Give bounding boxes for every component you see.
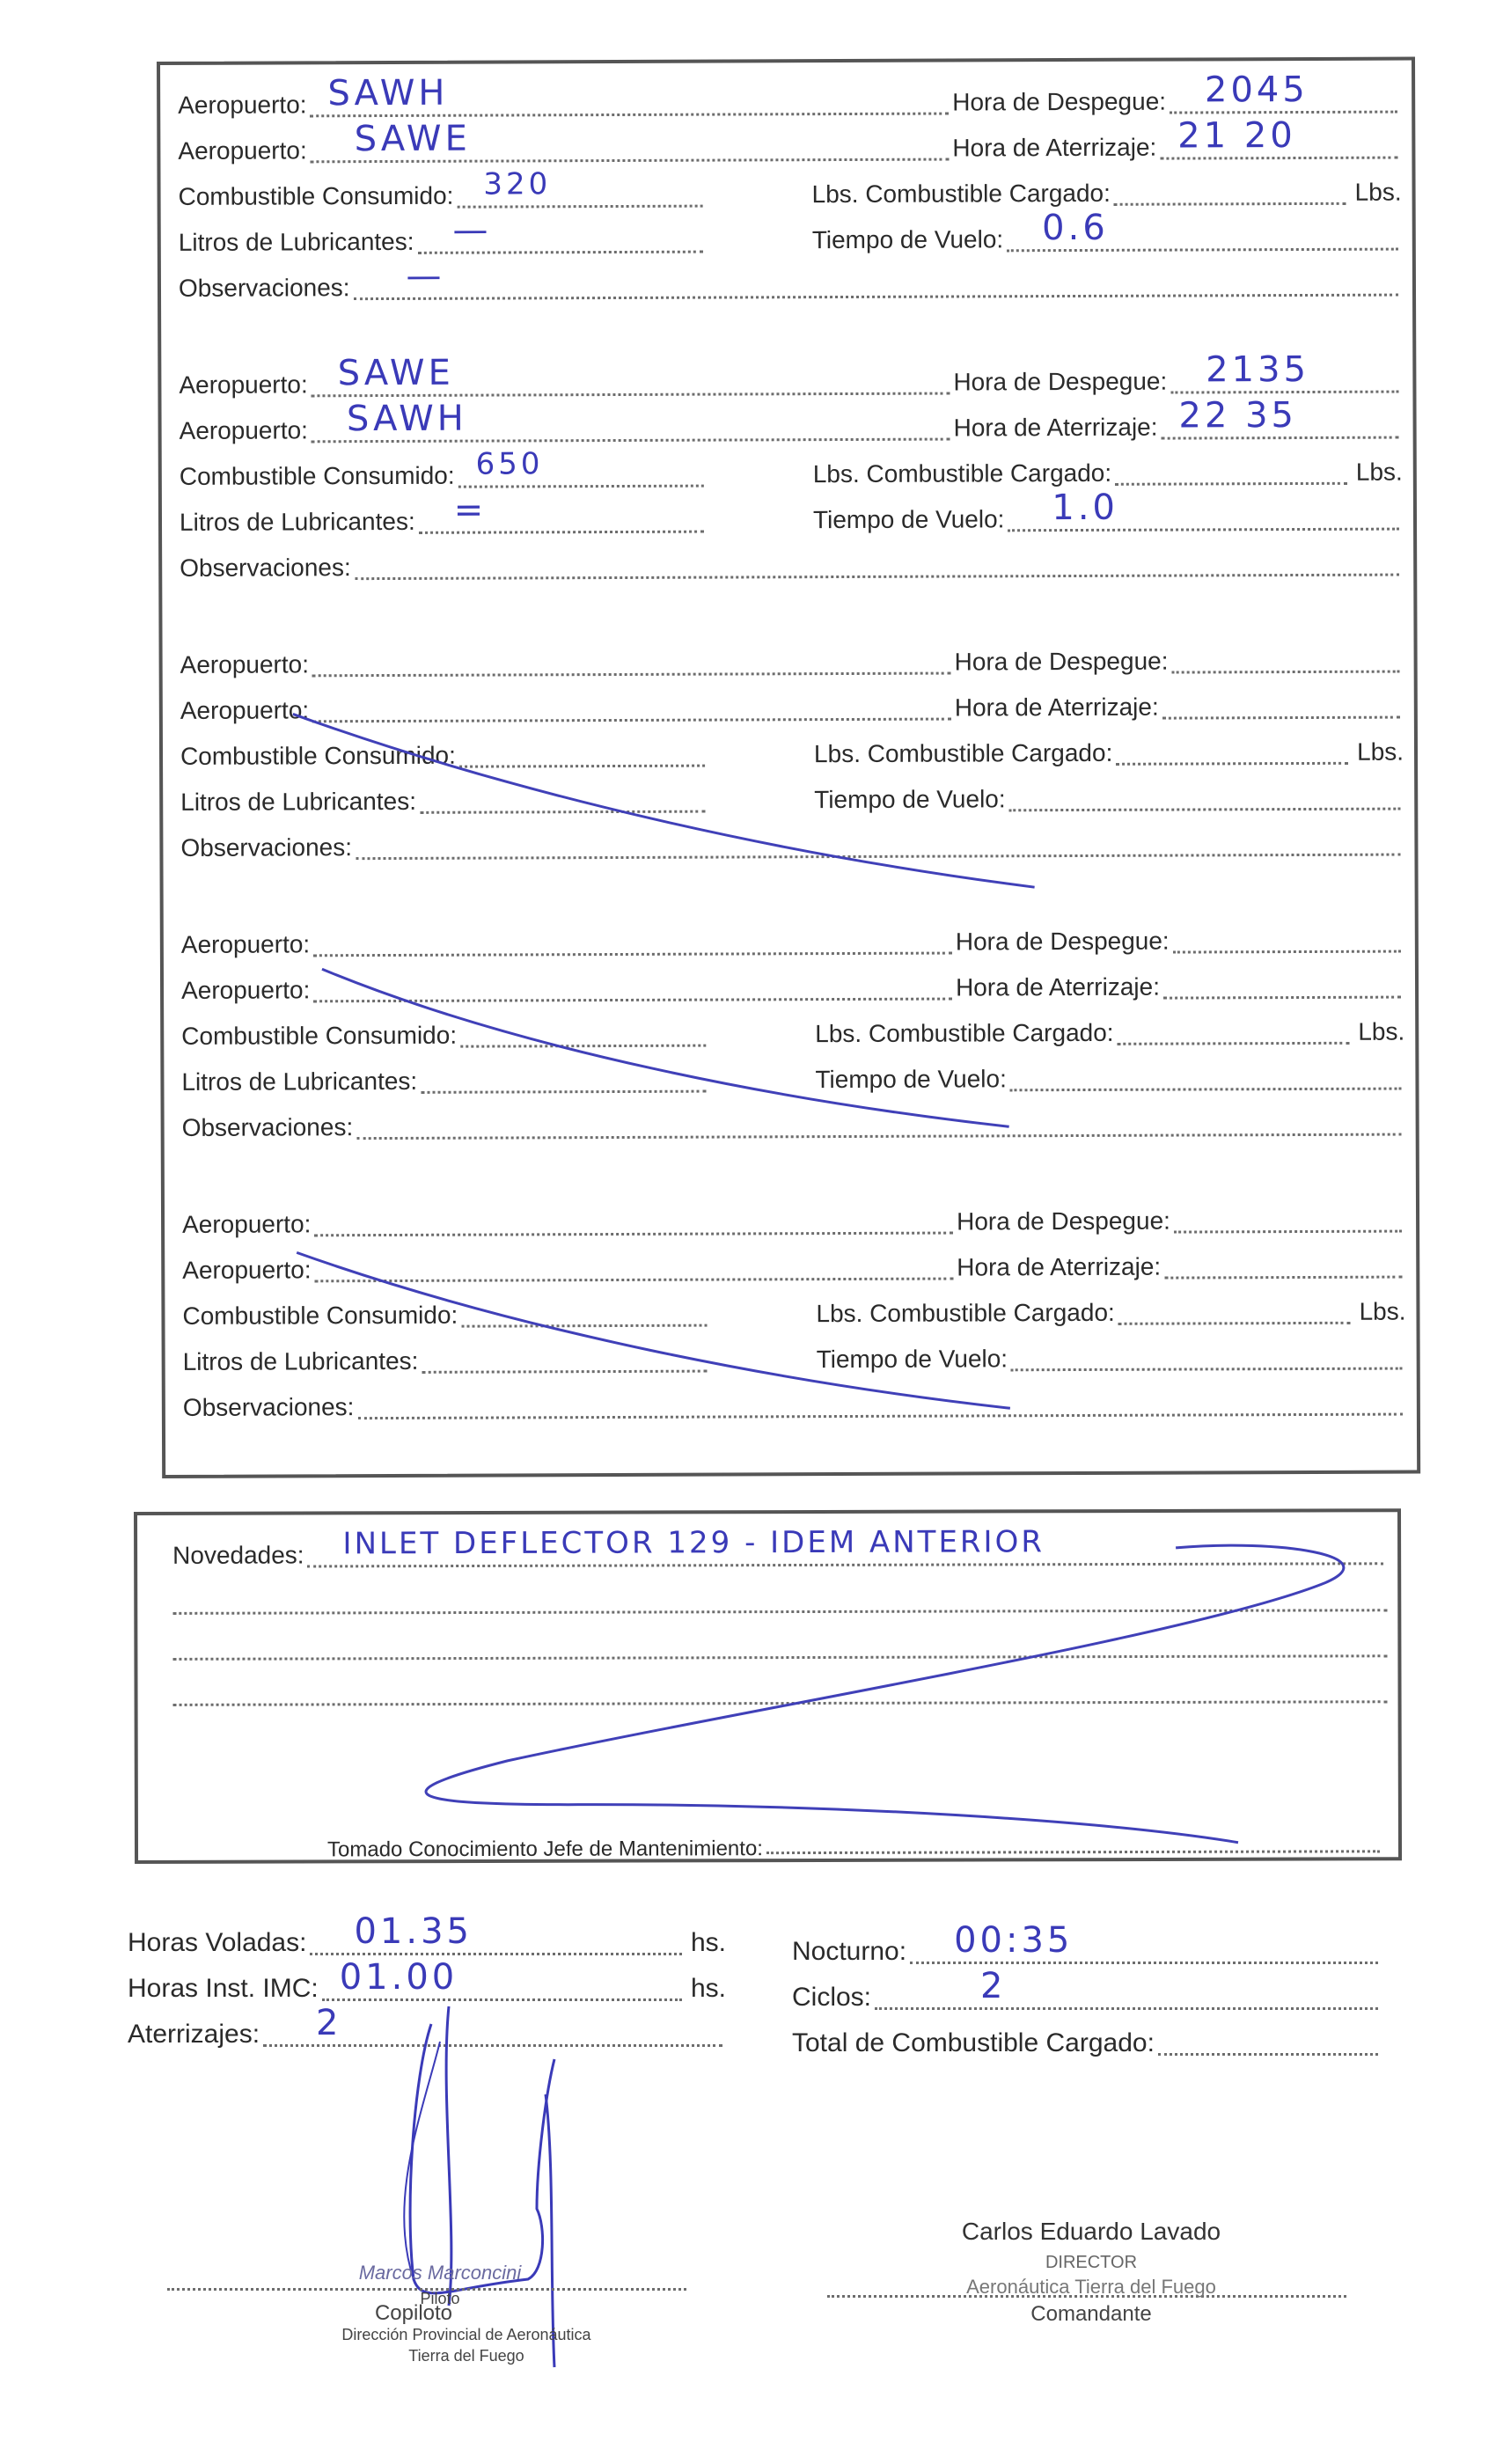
- cycles-field[interactable]: [875, 1966, 1378, 2010]
- maintenance-ack: [327, 1824, 1383, 1862]
- fuel-loaded-label: Lbs. Combustible Cargado:: [815, 1018, 1114, 1048]
- landings-value: 2: [316, 2003, 342, 2043]
- flight-time-value: 1.0: [1052, 487, 1119, 529]
- lubricants-label: Litros de Lubricantes:: [179, 507, 415, 536]
- lubricants-field[interactable]: [422, 1370, 707, 1374]
- night-label: Nocturno:: [792, 1937, 907, 1966]
- copilot-signature-area: [158, 1989, 722, 2376]
- director-org: Aeronáutica Tierra del Fuego: [966, 2276, 1216, 2298]
- fuel-consumed-field[interactable]: [461, 1324, 707, 1328]
- airport-to-field[interactable]: [313, 998, 952, 1003]
- fuel-loaded-label: Lbs. Combustible Cargado:: [816, 1298, 1115, 1328]
- observations-field[interactable]: [356, 1133, 1401, 1140]
- lbs-unit: Lbs.: [1358, 1017, 1405, 1045]
- airport-to-label: Aeropuerto:: [178, 136, 307, 165]
- flight-log-frame: [157, 57, 1420, 1478]
- airport-from-label: Aeropuerto:: [178, 91, 307, 119]
- commander-signature-area: [818, 2218, 1364, 2358]
- airport-from-field[interactable]: [313, 952, 952, 957]
- night-row: [792, 1920, 1382, 1973]
- lubricants-label: Litros de Lubricantes:: [178, 227, 414, 256]
- lubricants-value: —: [452, 209, 492, 251]
- fuel-consumed-label: Combustible Consumido:: [181, 1021, 458, 1050]
- observations-field[interactable]: [354, 255, 1398, 301]
- hours-flown-field[interactable]: [310, 1911, 682, 1955]
- landing-value: 22 35: [1178, 395, 1298, 436]
- landing-field[interactable]: [1163, 996, 1401, 1000]
- airport-to-label: Aeropuerto:: [182, 1256, 312, 1284]
- flight-entry-4: [181, 916, 1405, 1199]
- director-name: Carlos Eduardo Lavado: [961, 2218, 1221, 2245]
- airport-from-label: Aeropuerto:: [179, 370, 308, 399]
- takeoff-field[interactable]: [1173, 950, 1401, 954]
- airport-from-value: SAWH: [327, 72, 449, 114]
- landing-field[interactable]: [1162, 395, 1399, 440]
- imc-hours-unit: hs.: [690, 1974, 726, 2003]
- fuel-consumed-value: 320: [483, 166, 552, 202]
- airport-from-field[interactable]: [314, 1232, 953, 1237]
- takeoff-field[interactable]: [1170, 69, 1397, 114]
- airport-to-label: Aeropuerto:: [180, 696, 310, 724]
- takeoff-label: Hora de Despegue:: [955, 927, 1170, 956]
- novedades-line-3[interactable]: [172, 1654, 1387, 1661]
- copilot-stamp-role: Piloto: [420, 2290, 460, 2307]
- fuel-loaded-field[interactable]: [1115, 482, 1347, 486]
- imc-hours-value: 01.00: [339, 1957, 458, 1998]
- flight-time-field[interactable]: [1007, 207, 1398, 253]
- lubricants-value: =: [453, 489, 488, 531]
- lubricants-field[interactable]: [421, 1090, 706, 1094]
- takeoff-label: Hora de Despegue:: [952, 87, 1167, 116]
- airport-to-label: Aeropuerto:: [179, 416, 308, 444]
- lubricants-label: Litros de Lubricantes:: [181, 1067, 418, 1096]
- landing-field[interactable]: [1164, 1276, 1402, 1280]
- takeoff-value: 2135: [1206, 348, 1310, 391]
- copilot-label: Copiloto: [374, 2301, 453, 2325]
- fuel-loaded-field[interactable]: [1114, 202, 1346, 206]
- flight-entry-5: [182, 1196, 1406, 1478]
- landings-label: Aterrizajes:: [128, 2020, 260, 2049]
- fuel-consumed-field[interactable]: [457, 166, 702, 209]
- fuel-loaded-field[interactable]: [1116, 762, 1348, 766]
- flight-time-field[interactable]: [1011, 1368, 1403, 1372]
- landing-label: Hora de Aterrizaje:: [952, 133, 1157, 162]
- lubricants-label: Litros de Lubricantes:: [180, 787, 417, 816]
- novedades-frame: [134, 1508, 1402, 1864]
- landing-label: Hora de Aterrizaje:: [955, 972, 1160, 1001]
- night-value: 00:35: [954, 1920, 1074, 1961]
- takeoff-label: Hora de Despegue:: [957, 1206, 1170, 1236]
- fuel-loaded-label: Lbs. Combustible Cargado:: [812, 458, 1112, 488]
- observations-field[interactable]: [355, 574, 1399, 581]
- novedades-label: Novedades:: [172, 1541, 304, 1569]
- fuel-consumed-label: Combustible Consumido:: [179, 461, 455, 490]
- commander-label: Comandante: [1030, 2302, 1152, 2326]
- fuel-loaded-field[interactable]: [1118, 1042, 1350, 1045]
- takeoff-field[interactable]: [1170, 348, 1398, 394]
- lubricants-field[interactable]: [418, 209, 703, 254]
- landing-label: Hora de Aterrizaje:: [953, 413, 1158, 442]
- copilot-org-1: Dirección Provincial de Aeronáutica: [341, 2326, 591, 2343]
- airport-from-field[interactable]: [312, 672, 951, 678]
- total-fuel-row: [792, 2019, 1382, 2064]
- novedades-line-4[interactable]: [173, 1700, 1388, 1706]
- total-fuel-label: Total de Combustible Cargado:: [792, 2028, 1155, 2057]
- novedades-value: INLET DEFLECTOR 129 - IDEM ANTERIOR: [342, 1524, 1045, 1562]
- airport-from-value: SAWE: [337, 352, 454, 394]
- lbs-unit: Lbs.: [1359, 1297, 1406, 1325]
- flight-time-field[interactable]: [1008, 487, 1399, 532]
- flight-entry-1: [178, 69, 1402, 359]
- takeoff-value: 2045: [1204, 69, 1309, 111]
- flight-time-label: Tiempo de Vuelo:: [811, 225, 1004, 254]
- landing-value: 21 20: [1177, 115, 1296, 157]
- fuel-loaded-label: Lbs. Combustible Cargado:: [811, 179, 1111, 209]
- copilot-stamp-name: Marcos Marconcini: [358, 2262, 522, 2284]
- fuel-consumed-field[interactable]: [460, 1045, 706, 1048]
- hours-flown-label: Horas Voladas:: [128, 1928, 307, 1957]
- airport-from-field[interactable]: [312, 352, 950, 398]
- novedades-line-2[interactable]: [172, 1609, 1387, 1615]
- airport-from-label: Aeropuerto:: [180, 930, 311, 958]
- flight-time-field[interactable]: [1009, 808, 1401, 812]
- night-field[interactable]: [910, 1920, 1378, 1964]
- takeoff-field[interactable]: [1171, 671, 1399, 674]
- airport-from-field[interactable]: [311, 72, 950, 118]
- cycles-value: 2: [980, 1966, 1007, 2006]
- landing-label: Hora de Aterrizaje:: [954, 693, 1159, 722]
- fuel-loaded-label: Lbs. Combustible Cargado:: [813, 738, 1113, 768]
- observations-label: Observaciones:: [181, 1113, 354, 1141]
- flight-time-value: 0.6: [1042, 207, 1109, 249]
- airport-to-field[interactable]: [315, 1278, 954, 1283]
- fuel-consumed-label: Combustible Consumido:: [178, 181, 454, 210]
- airport-to-label: Aeropuerto:: [180, 976, 311, 1004]
- airport-from-label: Aeropuerto:: [180, 650, 310, 678]
- fuel-consumed-value: 650: [475, 446, 544, 482]
- maintenance-ack-field[interactable]: [766, 1850, 1380, 1854]
- observations-label: Observaciones:: [180, 833, 353, 862]
- observations-field[interactable]: [356, 854, 1400, 861]
- landing-field[interactable]: [1162, 716, 1400, 720]
- fuel-consumed-field[interactable]: [459, 765, 705, 768]
- airport-to-field[interactable]: [311, 118, 950, 164]
- director-title: DIRECTOR: [1045, 2253, 1138, 2272]
- lubricants-field[interactable]: [419, 489, 704, 534]
- flight-time-label: Tiempo de Vuelo:: [814, 785, 1006, 814]
- fuel-consumed-label: Combustible Consumido:: [182, 1301, 458, 1330]
- takeoff-field[interactable]: [1174, 1230, 1402, 1234]
- cycles-row: [792, 1966, 1382, 2019]
- lbs-unit: Lbs.: [1354, 178, 1402, 206]
- landing-label: Hora de Aterrizaje:: [957, 1252, 1162, 1281]
- airport-to-value: SAWE: [354, 118, 471, 160]
- airport-from-label: Aeropuerto:: [182, 1210, 312, 1238]
- hours-flown-value: 01.35: [354, 1911, 473, 1952]
- flight-time-label: Tiempo de Vuelo:: [816, 1345, 1008, 1374]
- takeoff-label: Hora de Despegue:: [954, 647, 1169, 676]
- fuel-loaded-field[interactable]: [1118, 1322, 1351, 1325]
- landing-field[interactable]: [1160, 115, 1397, 160]
- flight-time-label: Tiempo de Vuelo:: [815, 1065, 1007, 1094]
- flight-time-field[interactable]: [1010, 1088, 1402, 1092]
- airport-to-field[interactable]: [312, 398, 950, 444]
- total-fuel-field[interactable]: [1158, 2053, 1378, 2056]
- observations-label: Observaciones:: [180, 554, 351, 582]
- takeoff-label: Hora de Despegue:: [953, 367, 1168, 396]
- flight-entry-2: [179, 348, 1403, 639]
- lubricants-label: Litros de Lubricantes:: [182, 1346, 419, 1375]
- copilot-org-2: Tierra del Fuego: [408, 2347, 524, 2365]
- lbs-unit: Lbs.: [1357, 737, 1404, 766]
- novedades-field[interactable]: [308, 1524, 1384, 1567]
- observations-field[interactable]: [357, 1413, 1402, 1420]
- lubricants-field[interactable]: [420, 810, 705, 814]
- fuel-consumed-label: Combustible Consumido:: [180, 741, 456, 770]
- imc-hours-label: Horas Inst. IMC:: [128, 1974, 319, 2003]
- lbs-unit: Lbs.: [1355, 458, 1403, 486]
- airport-to-field[interactable]: [312, 718, 951, 723]
- observations-label: Observaciones:: [182, 1393, 355, 1421]
- fuel-consumed-field[interactable]: [458, 446, 704, 488]
- flight-time-label: Tiempo de Vuelo:: [812, 505, 1005, 534]
- cycles-label: Ciclos:: [792, 1983, 872, 2012]
- hours-flown-unit: hs.: [690, 1928, 726, 1957]
- flight-entry-3: [180, 636, 1404, 919]
- maintenance-ack-label: Tomado Conocimiento Jefe de Mantenimiento:: [326, 1837, 763, 1862]
- observations-value: —: [406, 255, 445, 297]
- airport-to-value: SAWH: [346, 398, 467, 440]
- observations-label: Observaciones:: [178, 274, 350, 302]
